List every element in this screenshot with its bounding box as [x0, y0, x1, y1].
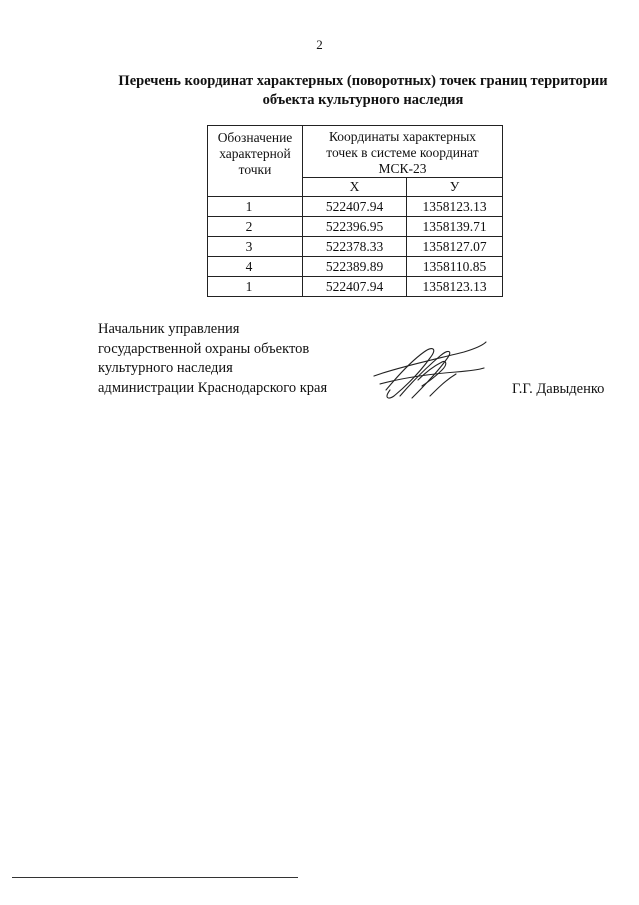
title-line-2: объекта культурного наследия [262, 92, 464, 108]
header-point-designation: Обозначение характерной точки [208, 126, 303, 197]
footer-rule [12, 877, 298, 878]
cell-x: 522378.33 [303, 237, 407, 257]
cell-y: 1358127.07 [407, 237, 503, 257]
position-line: Начальник управления [98, 321, 240, 337]
handwritten-signature [372, 338, 490, 402]
document-title [96, 72, 630, 110]
page-number: 2 [316, 37, 323, 52]
cell-x: 522389.89 [303, 257, 407, 277]
cell-point: 2 [208, 217, 303, 237]
cell-point: 4 [208, 257, 303, 277]
cell-point: 1 [208, 197, 303, 217]
cell-point: 3 [208, 237, 303, 257]
cell-y: 1358123.13 [407, 277, 503, 297]
signatory-name: Г.Г. Давыденко [512, 381, 605, 397]
table-row [208, 197, 503, 217]
header-y: У [407, 178, 503, 197]
cell-y: 1358139.71 [407, 217, 503, 237]
cell-x: 522407.94 [303, 277, 407, 297]
title-line-1: Перечень координат характерных (поворотных) точек границ территории [118, 73, 608, 89]
cell-x: 522407.94 [303, 197, 407, 217]
cell-y: 1358123.13 [407, 197, 503, 217]
table-row [208, 277, 503, 297]
position-line: государственной охраны объектов [98, 340, 310, 357]
cell-y: 1358110.85 [407, 257, 503, 277]
signatory-position [98, 320, 327, 398]
header-coordinates: Координаты характерных точек в системе координат МСК-23 [303, 126, 503, 178]
cell-point: 1 [208, 277, 303, 297]
position-line: культурного наследия [98, 360, 233, 376]
position-line: администрации Краснодарского края [98, 379, 328, 396]
table-row [208, 217, 503, 237]
table-row [208, 237, 503, 257]
cell-x: 522396.95 [303, 217, 407, 237]
coordinates-table [207, 125, 503, 297]
header-x: X [303, 178, 407, 197]
table-row [208, 257, 503, 277]
